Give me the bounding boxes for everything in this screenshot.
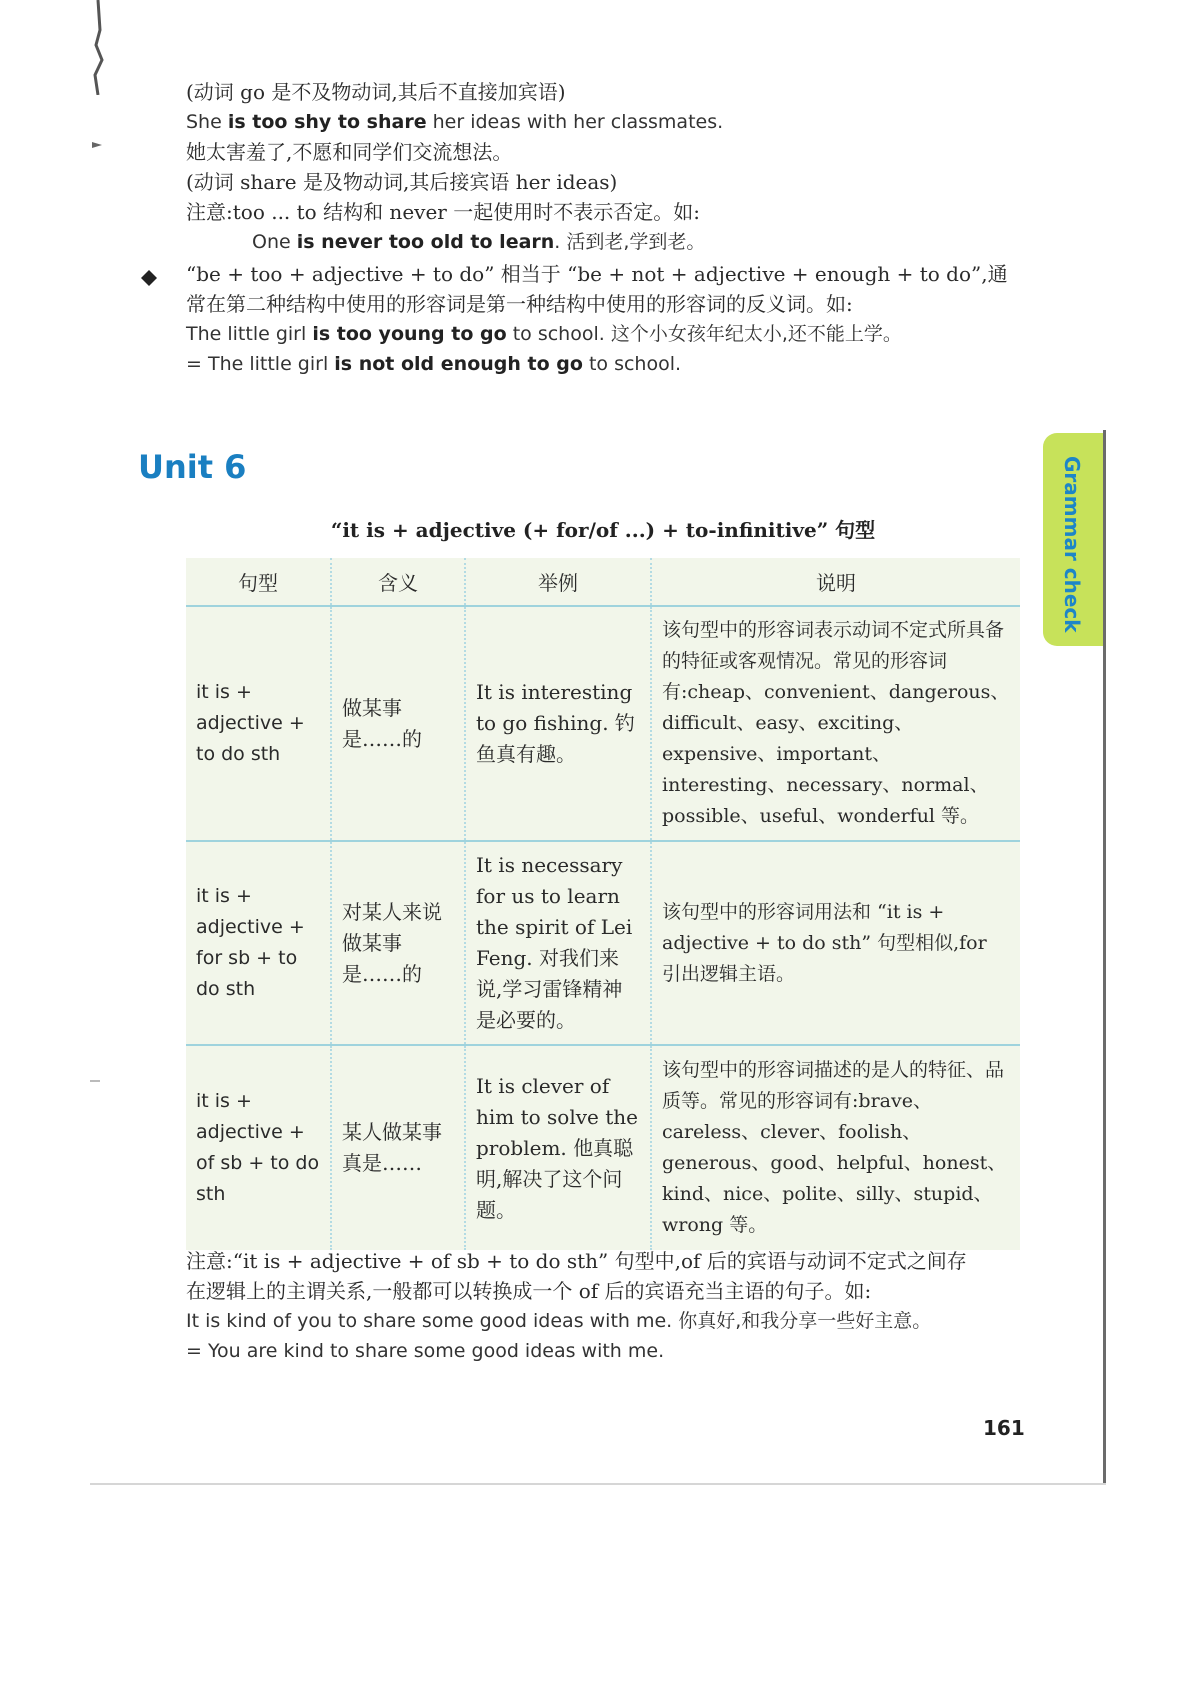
example-sentence: One is never too old to learn. 活到老,学到老。	[252, 231, 706, 253]
table-title: “it is + adjective (+ for/of ...) + to-infinitive” 句型	[330, 518, 876, 542]
table-header-row	[186, 558, 1020, 606]
cell-pattern: it is + adjective + to do sth	[186, 606, 331, 841]
header-example: 举例	[465, 558, 651, 606]
cell-note: 该句型中的形容词用法和 “it is + adjective + to do sth” 句型相似,for 引出逻辑主语。	[651, 841, 1020, 1045]
scan-tick-mark	[92, 140, 102, 150]
cell-meaning: 做某事是……的	[331, 606, 465, 841]
text-line: “be + too + adjective + to do” 相当于 “be + not + adjective + enough + to do”,通	[186, 262, 1008, 286]
header-note: 说明	[651, 558, 1020, 606]
example-sentence: = You are kind to share some good ideas with me.	[186, 1340, 665, 1362]
example-sentence: = The little girl is not old enough to go to school.	[186, 353, 682, 375]
cell-meaning: 某人做某事真是……	[331, 1045, 465, 1250]
page-number: 161	[983, 1416, 1025, 1440]
page-edge-line	[1103, 430, 1106, 1485]
table-row	[186, 1045, 1020, 1250]
cell-note: 该句型中的形容词描述的是人的特征、品质等。常见的形容词有:brave、careless、clever、foolish、generous、good、helpful、honest、kind、nice、polite、silly、stupid、wrong 等。	[651, 1045, 1020, 1250]
text-line: (动词 share 是及物动词,其后接宾语 her ideas)	[186, 170, 618, 194]
side-tab-label: Grammar check	[1060, 456, 1084, 633]
cell-example: It is interesting to go fishing. 钓鱼真有趣。	[465, 606, 651, 841]
note-line: 在逻辑上的主谓关系,一般都可以转换成一个 of 后的宾语充当主语的句子。如:	[186, 1279, 872, 1303]
cell-pattern: it is + adjective + for sb + to do sth	[186, 841, 331, 1045]
page-bottom-edge	[90, 1483, 1106, 1485]
header-meaning: 含义	[331, 558, 465, 606]
cell-note: 该句型中的形容词表示动词不定式所具备的特征或客观情况。常见的形容词有:cheap、convenient、dangerous、difficult、easy、exciting、expensive、important、interesting、necessary、normal、possible、useful、wonderful 等。	[651, 606, 1020, 841]
cell-example: It is clever of him to solve the problem. 他真聪明,解决了这个问题。	[465, 1045, 651, 1250]
cell-pattern: it is + adjective + of sb + to do sth	[186, 1045, 331, 1250]
grammar-table	[186, 558, 1020, 1250]
unit-title: Unit 6	[138, 448, 247, 486]
table-row	[186, 606, 1020, 841]
cell-example: It is necessary for us to learn the spirit of Lei Feng. 对我们来说,学习雷锋精神是必要的。	[465, 841, 651, 1045]
table-row	[186, 841, 1020, 1045]
diamond-bullet-icon	[141, 270, 157, 286]
translation-line: 她太害羞了,不愿和同学们交流想法。	[186, 140, 513, 164]
text-line: 常在第二种结构中使用的形容词是第一种结构中使用的形容词的反义词。如:	[186, 292, 853, 316]
scan-edge-mark	[92, 0, 104, 95]
text-line: (动词 go 是不及物动词,其后不直接加宾语)	[186, 80, 566, 104]
example-sentence: The little girl is too young to go to school. 这个小女孩年纪太小,还不能上学。	[186, 323, 902, 345]
note-line: 注意:too ... to 结构和 never 一起使用时不表示否定。如:	[186, 200, 700, 224]
scan-dash-mark	[90, 1080, 100, 1082]
example-sentence: She is too shy to share her ideas with her classmates.	[186, 111, 724, 133]
header-pattern: 句型	[186, 558, 331, 606]
example-sentence: It is kind of you to share some good ideas with me. 你真好,和我分享一些好主意。	[186, 1310, 932, 1332]
note-line: 注意:“it is + adjective + of sb + to do sth” 句型中,of 后的宾语与动词不定式之间存	[186, 1249, 967, 1273]
cell-meaning: 对某人来说做某事是……的	[331, 841, 465, 1045]
